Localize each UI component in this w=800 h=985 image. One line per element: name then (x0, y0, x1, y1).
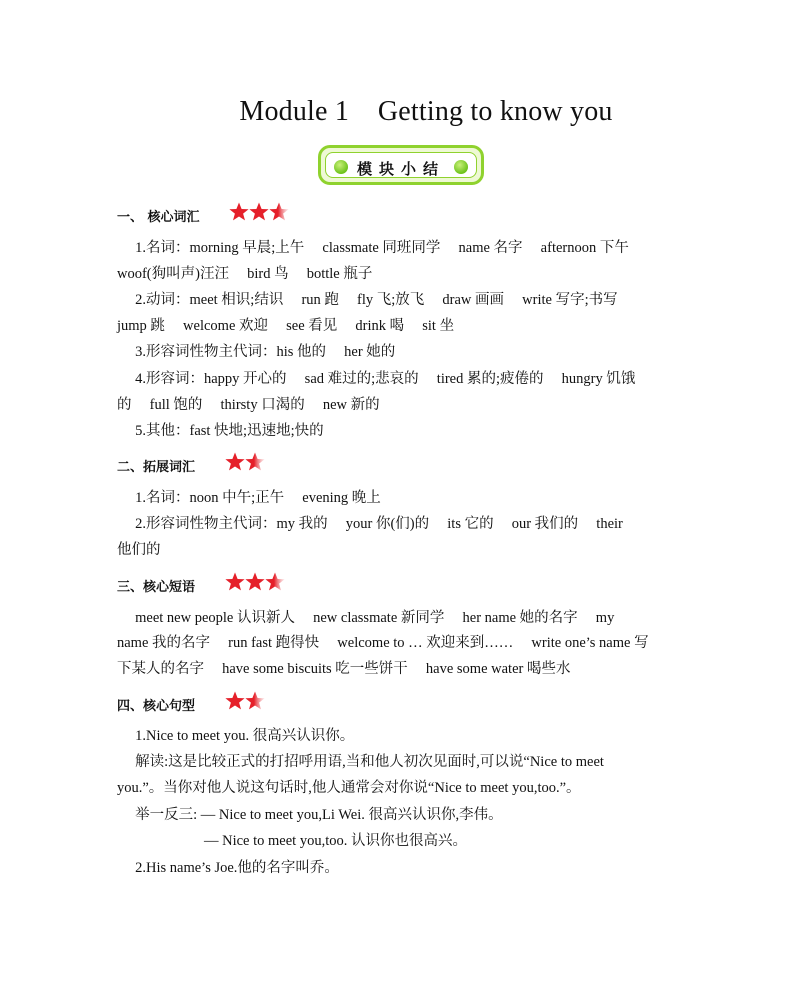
text-line: name 我的名字 run fast 跑得快 welcome to … 欢迎来到…… write one’s name 写 (117, 635, 649, 651)
text-line: 下某人的名字 have some biscuits 吃一些饼干 have some water 喝些水 (117, 661, 571, 677)
text-line: 举一反三: — Nice to meet you,Li Wei. 很高兴认识你,李伟。 (117, 807, 503, 823)
text-line: 的 full 饱的 thirsty 口渴的 new 新的 (117, 397, 380, 413)
text-line: 他们的 (117, 542, 161, 558)
star-half-icon (244, 451, 266, 473)
difficulty-stars (228, 201, 288, 223)
star-half-icon (264, 571, 286, 593)
section-heading-core-sentences: 四、核心句型 (117, 699, 196, 714)
text-line: 3.形容词性物主代词：his 他的 her 她的 (117, 344, 396, 360)
section-heading-core-phrases: 三、核心短语 (117, 580, 196, 595)
section-heading-core-vocabulary: 一、 核心词汇 (117, 210, 200, 225)
text-line: 2.His name’s Joe.他的名字叫乔。 (117, 860, 339, 876)
star-full-icon (244, 571, 266, 593)
text-line: 1.名词：noon 中午;正午 evening 晚上 (117, 490, 381, 506)
text-line: 1.名词：morning 早晨;上午 classmate 同班同学 name 名字 afternoon 下午 (117, 240, 629, 256)
text-line: woof(狗叫声)汪汪 bird 鸟 bottle 瓶子 (117, 266, 373, 282)
text-line: jump 跳 welcome 欢迎 see 看见 drink 喝 sit 坐 (117, 318, 455, 334)
badge-label: 模块小结 (356, 160, 445, 178)
module-summary-badge (318, 145, 484, 185)
star-half-icon (244, 690, 266, 712)
text-line: 解读:这是比较正式的打招呼用语,当和他人初次见面时,可以说“Nice to meet (117, 754, 604, 770)
star-full-icon (224, 571, 246, 593)
star-full-icon (224, 690, 246, 712)
section-heading-extended-vocabulary: 二、拓展词汇 (117, 460, 196, 475)
star-full-icon (248, 201, 270, 223)
difficulty-stars (224, 690, 264, 712)
text-line: 2.形容词性物主代词：my 我的 your 你(们)的 its 它的 our 我们的 their (117, 516, 623, 532)
text-line: 1.Nice to meet you. 很高兴认识你。 (117, 728, 355, 744)
page-title: Module 1 Getting to know you (239, 96, 613, 127)
star-half-icon (268, 201, 290, 223)
badge-inner-frame (325, 152, 477, 178)
star-full-icon (228, 201, 250, 223)
difficulty-stars (224, 451, 264, 473)
text-line: — Nice to meet you,too. 认识你也很高兴。 (117, 833, 467, 849)
text-line: you.”。当你对他人说这句话时,他人通常会对你说“Nice to meet you,too.”。 (117, 780, 581, 796)
text-line: meet new people 认识新人 new classmate 新同学 her name 她的名字 my (117, 610, 615, 626)
star-full-icon (224, 451, 246, 473)
text-line: 4.形容词：happy 开心的 sad 难过的;悲哀的 tired 累的;疲倦的 hungry 饥饿 (117, 371, 636, 387)
text-line: 5.其他：fast 快地;迅速地;快的 (117, 423, 324, 439)
text-line: 2.动词：meet 相识;结识 run 跑 fly 飞;放飞 draw 画画 write 写字;书写 (117, 292, 618, 308)
green-dot-icon (454, 160, 468, 174)
difficulty-stars (224, 571, 284, 593)
